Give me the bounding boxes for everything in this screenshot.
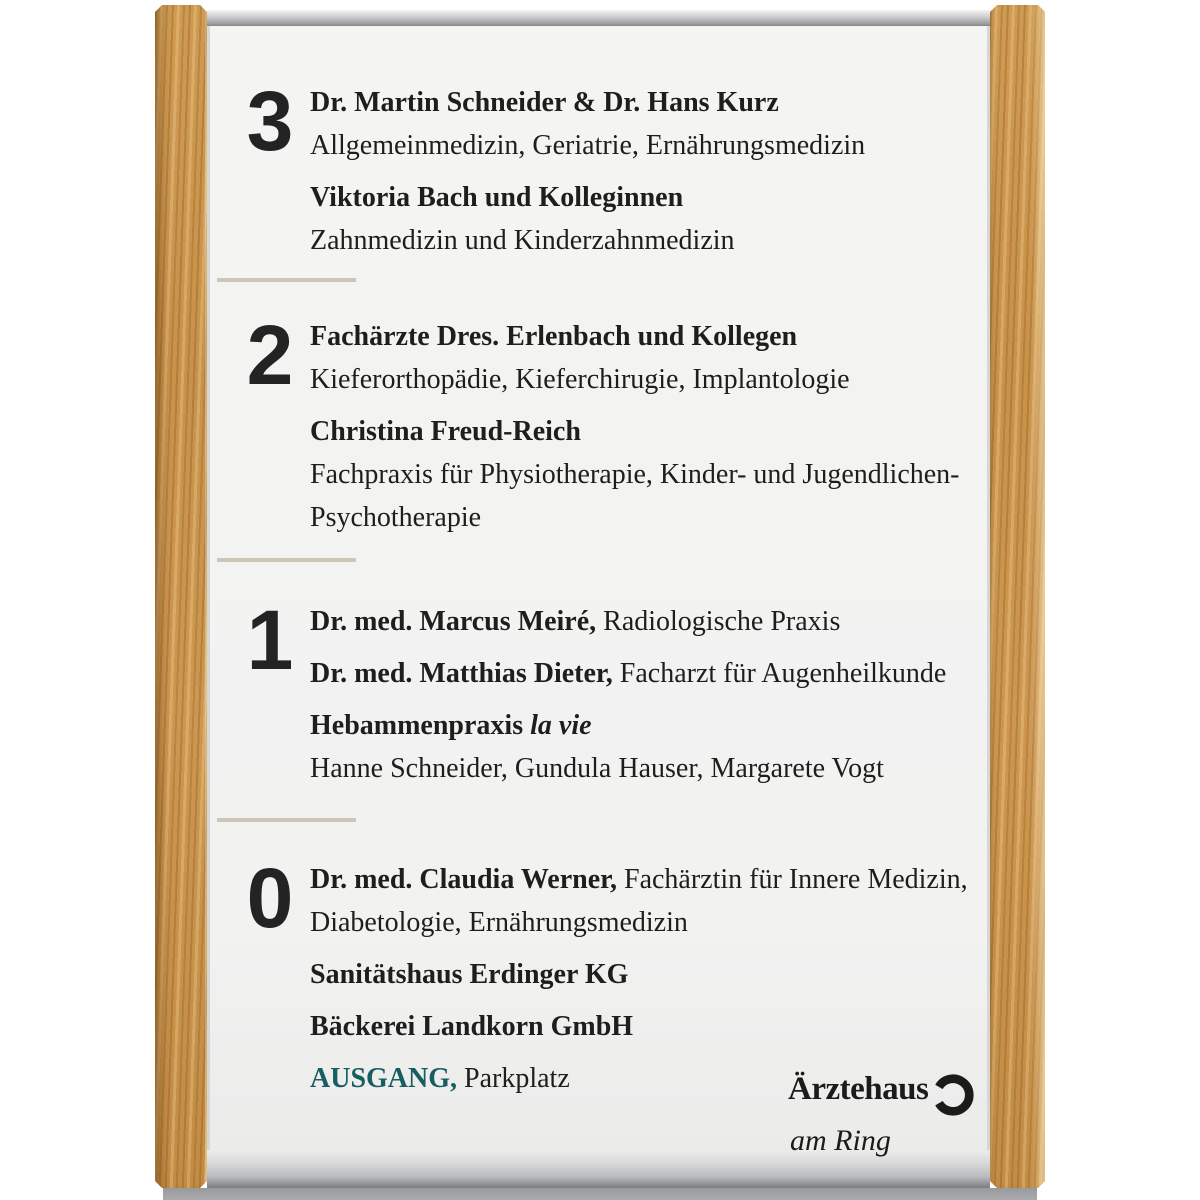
floor-number: 3 — [246, 74, 292, 168]
tenant-details: Parkplatz — [464, 1063, 570, 1094]
floor-number: 2 — [246, 308, 292, 402]
brand-subtitle: am Ring — [790, 1124, 891, 1157]
tenant-details: Radiologische Praxis — [603, 606, 841, 637]
directory-entry — [310, 81, 985, 167]
tenant-name: Dr. med. Marcus Meiré, — [310, 606, 597, 637]
directory-entry — [310, 858, 985, 944]
floor-entries — [310, 858, 985, 1100]
floor-section-1 — [243, 593, 987, 790]
tenant-name: Sanitätshaus Erdinger KG — [310, 959, 629, 990]
floor-divider — [217, 278, 356, 282]
directory-entry — [310, 176, 985, 262]
wood-rail-right — [990, 5, 1045, 1188]
floor-divider — [217, 818, 356, 822]
floor-section-0 — [243, 851, 987, 1100]
tenant-name-italic: la vie — [523, 710, 592, 741]
sign-base-shadow — [163, 1188, 1037, 1200]
floor-divider — [217, 558, 356, 562]
tenant-details: Fachärztin für Innere Medizin, Diabetologie, Ernährungsmedizin — [310, 864, 968, 938]
open-ring-icon — [931, 1069, 975, 1128]
tenant-name: Dr. med. Matthias Dieter, — [310, 658, 613, 689]
directory-entry — [310, 953, 985, 996]
directory-entry — [310, 315, 985, 401]
wood-rail-left — [155, 5, 207, 1188]
tenant-name: Fachärzte Dres. Erlenbach und Kollegen — [310, 321, 798, 352]
tenant-details: Zahnmedizin und Kinderzahnmedizin — [310, 225, 735, 256]
brand-name: Ärztehaus — [788, 1071, 929, 1107]
directory-sign — [155, 5, 1045, 1200]
aluminium-rail-top — [207, 10, 990, 27]
floor-number: 0 — [246, 851, 292, 945]
tenant-name: Dr. Martin Schneider & Dr. Hans Kurz — [310, 87, 779, 118]
directory-entry — [310, 652, 985, 695]
directory-entry — [310, 600, 985, 643]
exit-label: AUSGANG, — [310, 1063, 458, 1094]
tenant-details: Fachpraxis für Physiotherapie, Kinder- und Jugendlichen-Psychotherapie — [310, 459, 960, 533]
tenant-details: Kieferorthopädie, Kieferchirugie, Implantologie — [310, 364, 850, 395]
tenant-name: Hebammenpraxis — [310, 710, 524, 741]
tenant-name: Viktoria Bach und Kolleginnen — [310, 182, 684, 213]
tenant-details: Allgemeinmedizin, Geriatrie, Ernährungsmedizin — [310, 130, 866, 161]
directory-entry — [310, 1005, 985, 1048]
directory-entry — [310, 410, 985, 539]
floor-section-3 — [243, 74, 987, 262]
floor-number: 1 — [246, 593, 292, 687]
tenant-name: Dr. med. Claudia Werner, — [310, 864, 617, 895]
floor-section-2 — [243, 308, 987, 539]
tenant-name: Bäckerei Landkorn GmbH — [310, 1011, 634, 1042]
brand-logo — [788, 1071, 975, 1156]
directory-entry — [310, 704, 985, 790]
brand-logo-row — [788, 1071, 975, 1128]
floor-entries — [310, 315, 985, 539]
tenant-details: Hanne Schneider, Gundula Hauser, Margarete Vogt — [310, 753, 884, 784]
tenant-name: Christina Freud-Reich — [310, 416, 581, 447]
floor-entries — [310, 81, 985, 262]
floor-entries — [310, 600, 985, 790]
tenant-details: Facharzt für Augenheilkunde — [619, 658, 947, 689]
